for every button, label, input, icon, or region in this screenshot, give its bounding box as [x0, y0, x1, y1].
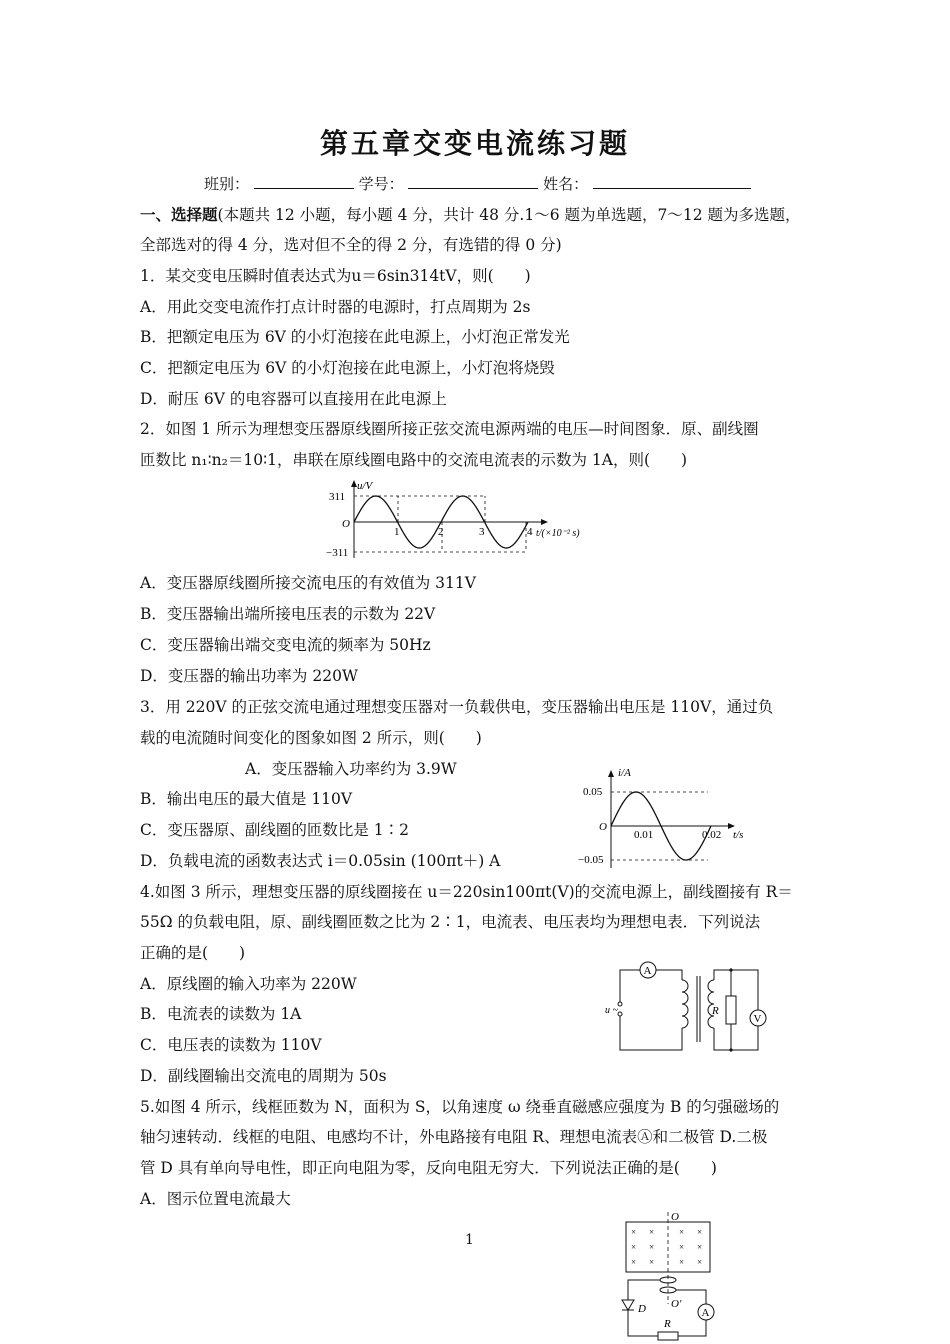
q4-resistor — [726, 996, 736, 1024]
q5-resistor — [658, 1332, 678, 1340]
q3-x-axis-label: t/s — [733, 829, 744, 841]
q2-x-tick-2: 2 — [438, 526, 444, 538]
q4-secondary-bottom-wire — [714, 1026, 758, 1050]
section-desc-1: (本题共 12 小题，每小题 4 分，共计 48 分.1～6 题为单选题，7～12 题为多选题， — [217, 206, 801, 224]
q3-stem-1: 3．用 220V 的正弦交流电通过理想变压器对一负载供电，变压器输出电压是 110V，通过负 — [140, 698, 774, 716]
q3-origin-label: O — [599, 821, 607, 833]
q2-x-tick-1: 1 — [394, 526, 400, 538]
q4-ammeter-label: A — [643, 965, 652, 977]
q2-option-d: D．变压器的输出功率为 220W — [140, 667, 358, 685]
q4-stem-1: 4.如图 3 所示，理想变压器的原线圈接在 u＝220sin100πt(V)的交流电源上，副线圈接有 R＝ — [140, 883, 793, 901]
q5-stem-3: 管 D 具有单向导电性，即正向电阻为零，反向电阻无穷大．下列说法正确的是( ) — [140, 1159, 717, 1177]
class-blank[interactable] — [254, 174, 354, 189]
q5-right-wire-bottom — [678, 1320, 706, 1336]
q4-resistor-label: R — [712, 1005, 719, 1017]
q5-field-cross: × — [649, 1227, 655, 1237]
q2-y-top-label: 311 — [329, 491, 346, 503]
q4-stem-2: 55Ω 的负载电阻，原、副线圈匝数之比为 2∶1，电流表、电压表均为理想电表．下列说法 — [140, 913, 761, 931]
q2-option-a: A．变压器原线圈所接交流电压的有效值为 311V — [140, 574, 476, 592]
q4-stem-3: 正确的是( ) — [140, 944, 246, 962]
q3-option-c: C．变压器原、副线圈的匝数比是 1∶2 — [140, 821, 410, 839]
q4-source-terminal-top — [618, 1002, 622, 1006]
q5-field-cross: × — [679, 1242, 685, 1252]
q2-x-arrow — [541, 519, 548, 525]
student-info-row — [204, 173, 751, 194]
q4-voltmeter-label: V — [753, 1013, 762, 1025]
q2-origin-label: O — [342, 518, 350, 530]
q3-x-tick-1: 0.01 — [634, 829, 654, 841]
q3-y-axis-label: i/A — [618, 767, 631, 779]
q5-resistor-label: R — [664, 1318, 671, 1330]
q1-option-a: A．用此交变电流作打点计时器的电源时，打点周期为 2s — [140, 298, 531, 316]
q5-axis-top-label: O — [671, 1211, 679, 1223]
q2-y-bottom-label: −311 — [326, 547, 349, 559]
q5-field-cross: × — [631, 1257, 637, 1267]
q2-option-b: B．变压器输出端所接电压表的示数为 22V — [140, 605, 436, 623]
q5-axis-bottom-label: O′ — [671, 1298, 682, 1310]
name-blank[interactable] — [593, 174, 751, 189]
q1-stem: 1．某交变电压瞬时值表达式为u＝6sin314tV，则( ) — [140, 267, 531, 285]
q5-diode — [622, 1300, 634, 1310]
q4-option-d: D．副线圈输出交流电的周期为 50s — [140, 1067, 387, 1085]
q5-field-cross: × — [631, 1227, 637, 1237]
q2-stem-1: 2．如图 1 所示为理想变压器原线圈所接正弦交流电源两端的电压—时间图象．原、副线圈 — [140, 420, 759, 438]
q5-field-cross: × — [679, 1227, 685, 1237]
q2-x-tick-4: 4 — [527, 526, 533, 538]
q4-junction-top — [729, 968, 732, 971]
q2-option-c: C．变压器输出端交变电流的频率为 50Hz — [140, 636, 431, 654]
q4-option-a: A．原线圈的输入功率为 220W — [140, 975, 357, 993]
q5-field-cross: × — [631, 1242, 637, 1252]
q5-field-cross: × — [679, 1257, 685, 1267]
q4-transformer-circuit — [600, 958, 775, 1058]
q5-field-crosses — [631, 1227, 702, 1267]
q3-y-bottom-label: −0.05 — [578, 854, 604, 866]
q4-secondary-coil — [708, 980, 714, 1028]
q1-option-b: B．把额定电压为 6V 的小灯泡接在此电源上，小灯泡正常发光 — [140, 328, 570, 346]
q3-y-top-label: 0.05 — [583, 786, 603, 798]
q4-source-label: u ~ — [605, 1005, 618, 1016]
q3-option-b: B．输出电压的最大值是 110V — [140, 790, 353, 808]
q2-voltage-graph — [326, 478, 596, 563]
q2-x-axis-label: t/(×10⁻² s) — [536, 528, 580, 539]
q2-x-tick-3: 3 — [479, 526, 485, 538]
q5-field-cross: × — [649, 1242, 655, 1252]
section-heading: 一、选择题 — [140, 205, 218, 224]
q1-option-c: C．把额定电压为 6V 的小灯泡接在此电源上，小灯泡将烧毁 — [140, 359, 555, 377]
q5-field-cross: × — [697, 1242, 703, 1252]
q4-primary-bottom-wire — [620, 1014, 682, 1050]
q4-primary-top-wire — [620, 970, 640, 1002]
q5-stem-2: 轴匀速转动．线框的电阻、电感均不计，外电路接有电阻 R、理想电流表Ⓐ和二极管 D.二极 — [140, 1128, 768, 1146]
id-label: 学号： — [358, 175, 404, 193]
name-label: 姓名： — [543, 175, 589, 193]
q3-x-tick-2: 0.02 — [702, 829, 722, 841]
q4-option-c: C．电压表的读数为 110V — [140, 1036, 322, 1054]
q4-option-b: B．电流表的读数为 1A — [140, 1005, 302, 1023]
page-number: 1 — [465, 1232, 474, 1248]
q4-source-terminal-bottom — [618, 1012, 622, 1016]
q5-option-a: A．图示位置电流最大 — [140, 1190, 291, 1208]
q5-left-wire-top — [628, 1280, 660, 1300]
q2-stem-2: 匝数比 n₁∶n₂＝10∶1，串联在原线圈电路中的交流电流表的示数为 1A，则( ) — [140, 451, 688, 469]
q4-primary-coil — [682, 980, 688, 1028]
q3-option-a: A．变压器输入功率约为 3.9W — [245, 760, 457, 778]
section-desc-2: 全部选对的得 4 分，选对但不全的得 2 分，有选错的得 0 分) — [140, 236, 562, 254]
q5-field-cross: × — [697, 1257, 703, 1267]
class-label: 班别： — [204, 175, 250, 193]
page-title: 第五章交变电流练习题 — [319, 127, 630, 160]
q3-stem-2: 载的电流随时间变化的图象如图 2 所示，则( ) — [140, 729, 482, 747]
q5-field-cross: × — [697, 1227, 703, 1237]
q5-stem-1: 5.如图 4 所示，线框匝数为 N，面积为 S，以角速度 ω 绕垂直磁感应强度为 B 的匀强磁场的 — [140, 1098, 780, 1116]
q3-y-arrow — [608, 770, 614, 777]
section-intro — [140, 204, 801, 226]
q4-primary-top-wire-2 — [656, 970, 682, 980]
id-blank[interactable] — [408, 174, 538, 189]
q5-diode-label: D — [638, 1303, 646, 1315]
q2-y-axis-label: u/V — [357, 480, 373, 492]
q5-ammeter-label: A — [701, 1307, 710, 1319]
q5-rotating-coil-figure — [610, 1208, 730, 1344]
q4-junction-bottom — [729, 1048, 732, 1051]
q5-field-cross: × — [649, 1257, 655, 1267]
q3-current-graph — [578, 764, 758, 872]
q1-option-d: D．耐压 6V 的电容器可以直接用在此电源上 — [140, 390, 447, 408]
q3-option-d: D．负载电流的函数表达式 i＝0.05sin (100πt＋) A — [140, 852, 501, 870]
